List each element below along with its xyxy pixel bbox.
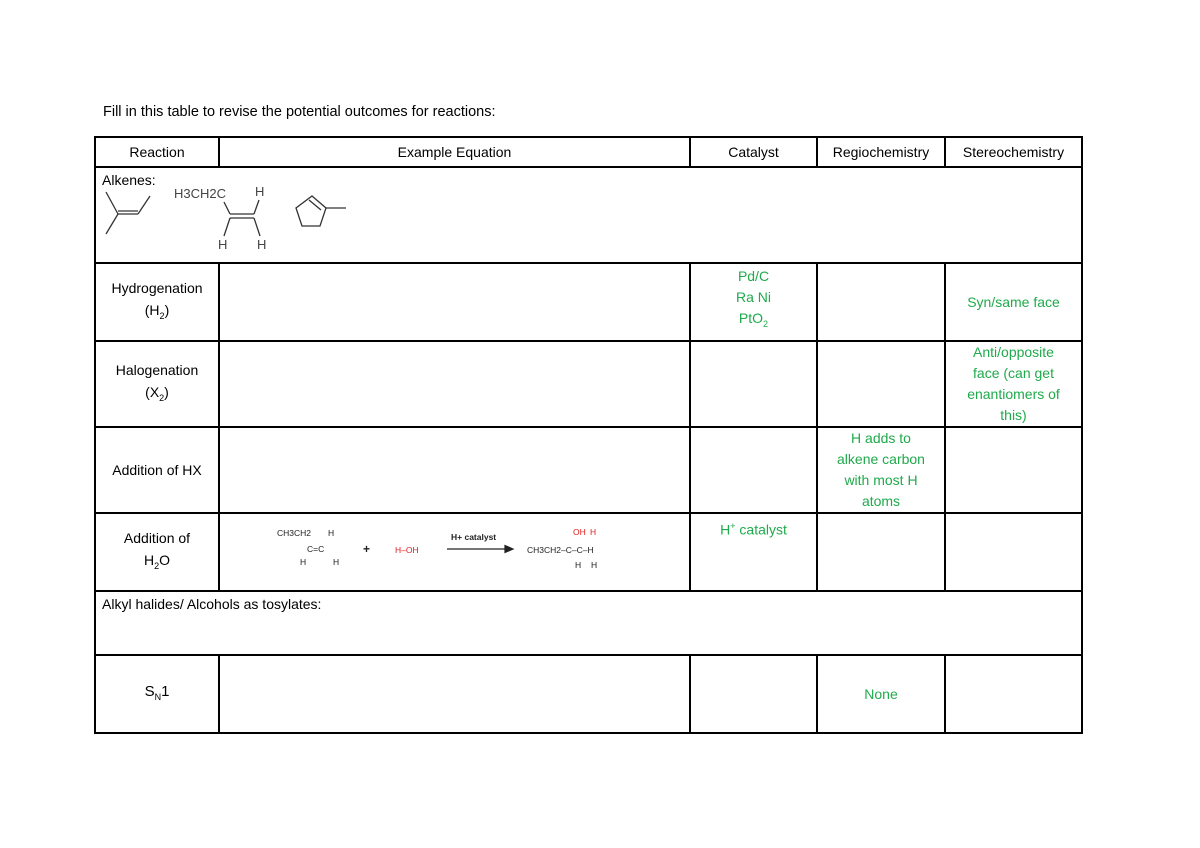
header-row: [95, 137, 1082, 167]
catalyst-addition-water[interactable]: H+ catalyst: [690, 513, 817, 591]
regio-hx-line-4: atoms: [861, 493, 901, 509]
catalyst-pdc: Pd/C: [737, 268, 770, 284]
catalyst-pto2: PtO$_2$: [738, 310, 769, 329]
eq-reactant-h-top: H: [327, 528, 334, 538]
catalyst-addition-hx[interactable]: [690, 427, 817, 513]
stereo-halogenation-line-3: enantiomers of: [967, 386, 1060, 402]
reaction-sn1: $S_N1$: [95, 655, 219, 733]
stereo-halogenation-line-1: Anti/opposite: [973, 344, 1054, 360]
equation-addition-hx[interactable]: [219, 427, 690, 513]
row-halogenation: [95, 341, 1082, 427]
stereo-sn1[interactable]: [945, 655, 1082, 733]
header-stereochemistry: Stereochemistry: [945, 137, 1082, 167]
struct2-h-bottom-right: H: [257, 237, 267, 252]
row-addition-water: [95, 513, 1082, 591]
regio-addition-water[interactable]: [817, 513, 945, 591]
eq-product-h-b1: H: [574, 560, 581, 570]
equation-addition-water[interactable]: [219, 513, 690, 591]
regio-hx-line-1: H adds to: [851, 430, 911, 446]
alkene-structures: [104, 186, 404, 266]
reaction-addition-water: [95, 513, 219, 591]
eq-arrow-label: H+ catalyst: [450, 532, 496, 542]
regio-halogenation[interactable]: [817, 341, 945, 427]
eq-reactant-cc: C=C: [306, 544, 324, 554]
eq-water: H–OH: [394, 545, 419, 555]
equation-halogenation[interactable]: [219, 341, 690, 427]
struct2-h-bottom-left: H: [218, 237, 228, 252]
alkenes-label: Alkenes:: [102, 172, 156, 188]
stereo-hydrogenation[interactable]: Syn/same face: [945, 263, 1082, 341]
hydrogenation-reagent: $(H_2)$: [144, 302, 170, 321]
regio-hx-line-2: alkene carbon: [837, 451, 925, 467]
eq-plus: +: [362, 542, 370, 556]
equation-sn1[interactable]: [219, 655, 690, 733]
stereo-halogenation-line-2: face (can get: [973, 365, 1054, 381]
equation-hydrogenation[interactable]: [219, 263, 690, 341]
reactions-table: [94, 136, 1083, 734]
catalyst-halogenation[interactable]: [690, 341, 817, 427]
header-equation: Example Equation: [219, 137, 690, 167]
eq-product-h-top: H: [589, 527, 596, 537]
catalyst-hydrogenation[interactable]: [690, 263, 817, 341]
eq-reactant-h-bl: H: [299, 557, 306, 567]
reaction-addition-hx: Addition of HX: [95, 427, 219, 513]
water-reagent: $H_2O$: [143, 552, 171, 571]
hydration-equation: [265, 524, 645, 580]
row-sn1: [95, 655, 1082, 733]
water-name: Addition of: [123, 530, 191, 547]
stereo-halogenation[interactable]: [945, 341, 1082, 427]
stereo-addition-hx[interactable]: [945, 427, 1082, 513]
alkenes-section-row: [95, 167, 1082, 263]
alkyl-section-row: [95, 591, 1082, 655]
struct2-left-label: H3CH2C: [174, 186, 227, 201]
alkene-structure-3: [296, 196, 346, 226]
alkene-structure-1: [106, 192, 150, 234]
eq-product-oh: OH: [572, 527, 586, 537]
instructions-text: Fill in this table to revise the potential outcomes for reactions:: [103, 104, 496, 120]
regio-sn1[interactable]: None: [817, 655, 945, 733]
row-addition-hx: [95, 427, 1082, 513]
eq-product-chain: CH3CH2–C–C–H: [526, 545, 594, 555]
regio-hydrogenation[interactable]: [817, 263, 945, 341]
eq-reactant-h-br: H: [332, 557, 339, 567]
alkyl-section: [95, 591, 1082, 655]
header-catalyst: Catalyst: [690, 137, 817, 167]
hydrogenation-name: Hydrogenation: [111, 280, 203, 297]
row-hydrogenation: [95, 263, 1082, 341]
alkene-structure-2: [224, 200, 260, 236]
halogenation-reagent: $(X_2)$: [145, 384, 169, 403]
catalyst-rani: Ra Ni: [735, 289, 771, 305]
catalyst-sn1[interactable]: [690, 655, 817, 733]
header-reaction: Reaction: [95, 137, 219, 167]
halogenation-name: Halogenation: [115, 362, 199, 379]
stereo-addition-water[interactable]: [945, 513, 1082, 591]
eq-arrow: [447, 546, 513, 553]
eq-product-h-b2: H: [590, 560, 597, 570]
header-regiochemistry: Regiochemistry: [817, 137, 945, 167]
alkenes-section: [95, 167, 1082, 263]
reaction-halogenation: [95, 341, 219, 427]
stereo-halogenation-line-4: this): [1000, 407, 1027, 423]
regio-addition-hx[interactable]: [817, 427, 945, 513]
regio-hx-line-3: with most H: [844, 472, 918, 488]
alkyl-label: Alkyl halides/ Alcohols as tosylates:: [102, 596, 322, 612]
reaction-hydrogenation: [95, 263, 219, 341]
eq-reactant-ethyl: CH3CH2: [276, 528, 311, 538]
struct2-h-top: H: [255, 186, 265, 199]
